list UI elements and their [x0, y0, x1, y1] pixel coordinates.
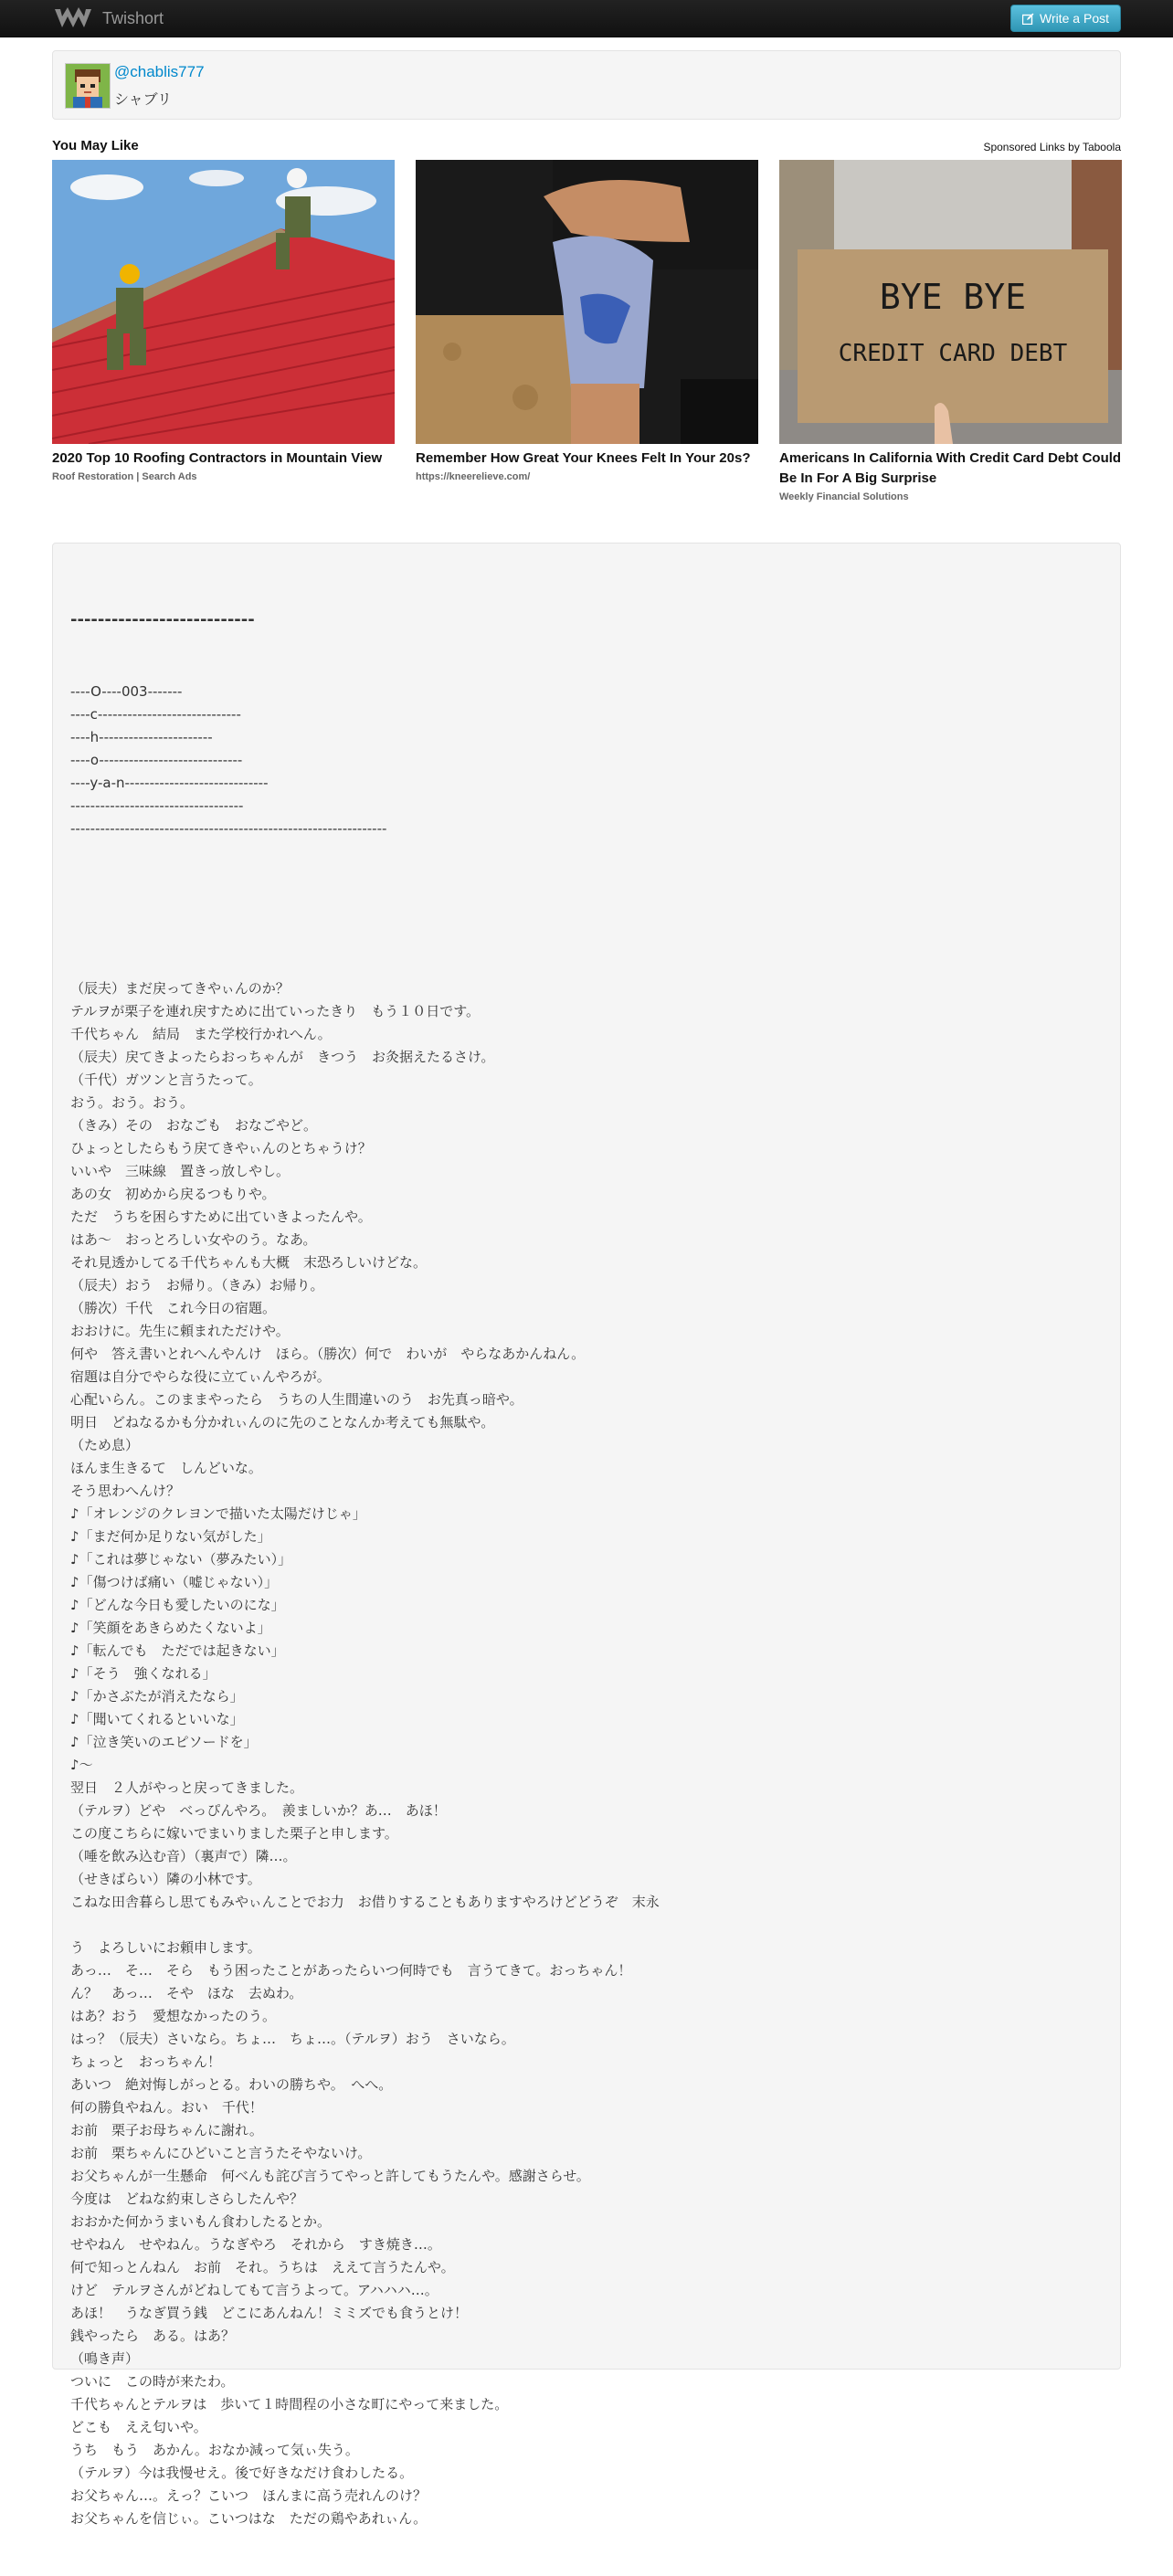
post-line: （辰夫）まだ戻ってきやぃんのか？: [70, 980, 290, 997]
card-title[interactable]: Remember How Great Your Knees Felt In Your 20s?: [416, 450, 751, 466]
avatar[interactable]: [65, 63, 111, 109]
post-line: おおけに。先生に頼まれただけや。: [70, 1323, 290, 1339]
post-line: けど テルヲさんがどねしてもて言うよって。アハハハ…。: [70, 2282, 439, 2298]
svg-text:BYE BYE: BYE BYE: [879, 277, 1027, 317]
post-line: ちょっと おっちゃん！: [70, 2053, 222, 2070]
post-line: ♪「まだ何か足りない気がした」: [70, 1528, 271, 1545]
post-line: う よろしいにお頼申します。: [70, 1939, 261, 1956]
post-line: 今度は どねな約束しさらしたんや？: [70, 2191, 304, 2207]
post-line: （テルヲ）今は我慢せえ。後で好きなだけ食わしたる。: [70, 2465, 414, 2481]
post-line: おう。おう。おう。: [70, 1094, 195, 1111]
post-line: 何や 答え書いとれへんやんけ ほら。（勝次）何で わいが やらなあかんねん。: [70, 1346, 586, 1362]
post-line: ♪「聞いてくれるといいな」: [70, 1711, 244, 1727]
recommendations-title: You May Like: [52, 138, 139, 153]
card-source: https://kneerelieve.com/: [416, 471, 531, 482]
recommendation-card[interactable]: [779, 160, 1122, 502]
post-line: 千代ちゃん 結局 また学校行かれへん。: [70, 1026, 332, 1042]
post-line: ♪「そう 強くなれる」: [70, 1665, 217, 1682]
post-line: ♪「傷つけば痛い（嘘じゃない）」: [70, 1574, 279, 1590]
post-line: テルヲが栗子を連れ戻すために出ていったきり もう１０日です。: [70, 1003, 481, 1019]
user-header: [52, 50, 1121, 120]
post-line: （千代）ガツンと言うたって。: [70, 1072, 262, 1088]
post-line: ん？ あっ… そや ほな 去ぬわ。: [70, 1985, 303, 2001]
post-line: はあ？おう 愛想なかったのう。: [70, 2008, 277, 2024]
post-line: （辰夫）おう お帰り。（きみ）お帰り。: [70, 1277, 324, 1293]
recommendation-cards: [52, 160, 1121, 516]
dialogue-block: [70, 977, 1094, 2530]
card-title[interactable]: Americans In California With Credit Card Debt Could Be In For A Big Surprise: [779, 450, 1122, 486]
post-line: はっ？（辰夫）さいなら。ちょ… ちょ…。（テルヲ）おう さいなら。: [70, 2031, 515, 2047]
roofing-workers-image: [52, 160, 395, 444]
post-line: [70, 1914, 1094, 1937]
post-line: （きみ）その おなごも おなごやど。: [70, 1117, 318, 1134]
recommendation-card[interactable]: [416, 160, 758, 482]
card-source: Roof Restoration | Search Ads: [52, 471, 197, 482]
post-text: [70, 562, 1094, 2576]
post-line: あっ… そ… そら もう困ったことがあったらいつ何時でも 言うてきて。おっちゃん！: [70, 1962, 632, 1979]
recommendation-card[interactable]: [52, 160, 395, 482]
post-line: ----h-----------------------: [70, 729, 213, 745]
post-line: ♪「転んでも ただでは起きない」: [70, 1642, 285, 1659]
post-line: ただ うちを困らすために出ていきよったんや。: [70, 1209, 372, 1225]
post-line: ついに この時が来たわ。: [70, 2373, 235, 2390]
card-source: Weekly Financial Solutions: [779, 491, 909, 502]
post-line: （辰夫）戻てきよったらおっちゃんが きつう お灸据えたるさけ。: [70, 1049, 495, 1065]
post-line: それ見透かしてる千代ちゃんも大概 末恐ろしいけどな。: [70, 1254, 428, 1271]
post-line: お父ちゃんが一生懸命 何べんも詫び言うてやっと許してもうたんや。感謝さらせ。: [70, 2168, 590, 2184]
post-line: （唾を飲み込む音）（裏声で）隣…。: [70, 1848, 297, 1864]
brand[interactable]: [53, 5, 164, 32]
main-container: [52, 50, 1121, 516]
user-handle-link[interactable]: @chablis777: [114, 63, 205, 80]
post-line: （勝次）千代 これ今日の宿題。: [70, 1300, 277, 1316]
post-line: 宿題は自分でやらな役に立てぃんやろが。: [70, 1368, 331, 1385]
post-line: 銭やったら ある。はあ？: [70, 2328, 236, 2344]
post-line: ♪「笑顔をあきらめたくないよ」: [70, 1620, 271, 1636]
post-line: お父ちゃん…。えっ？こいつ ほんまに高う売れんのけ？: [70, 2487, 428, 2504]
post-line: 何で知っとんねん お前 それ。うちは ええて言うたんや。: [70, 2259, 455, 2275]
post-line: ----y-a-n-----------------------------: [70, 775, 269, 791]
recommendations-header: [52, 138, 1121, 156]
edit-icon: [1022, 13, 1034, 25]
post-line: あの女 初めから戻るつもりや。: [70, 1186, 276, 1202]
post-line: （テルヲ）どや べっぴんやろ。 羨ましいか？あ… あほ！: [70, 1802, 447, 1819]
post-line: ♪「かさぶたが消えたなら」: [70, 1688, 244, 1705]
post-line: 千代ちゃんとテルヲは 歩いて１時間程の小さな町にやって来ました。: [70, 2396, 509, 2412]
top-navbar: [0, 0, 1173, 37]
post-line: ♪～: [70, 1757, 93, 1773]
post-line: （せきばらい）隣の小林です。: [70, 1871, 261, 1887]
post-line: ほんま生きるて しんどいな。: [70, 1460, 262, 1476]
post-line: お前 栗子お母ちゃんに謝れ。: [70, 2122, 263, 2138]
twishort-logo-icon: [53, 5, 93, 31]
post-line: お父ちゃんを信じぃ。こいつはな ただの鶏やあれぃん。: [70, 2510, 428, 2527]
knee-brace-image: [416, 160, 758, 444]
post-line: はあ～ おっとろしい女やのう。なあ。: [70, 1231, 317, 1248]
brand-name: Twishort: [102, 8, 164, 27]
post-line: 翌日 ２人がやっと戻ってきました。: [70, 1779, 304, 1796]
post-line: （鳴き声）: [70, 2350, 140, 2367]
credit-card-debt-sign-image: [779, 160, 1122, 444]
write-a-post-button[interactable]: [1010, 5, 1121, 32]
post-line: ♪「これは夢じゃない（夢みたい）」: [70, 1551, 292, 1568]
post-line: ----------------------------------------------------------------: [70, 820, 387, 837]
post-first-line: ---------------------------: [70, 610, 255, 629]
post-line: せやねん せやねん。うなぎやろ それから すき焼き…。: [70, 2236, 441, 2253]
post-line: こねな田舎暮らし思てもみやぃんことでお力 お借りすることもありますやろけどどうぞ 末永: [70, 1894, 660, 1910]
post-line: ----O----003-------: [70, 683, 183, 700]
post-line: お前 栗ちゃんにひどいこと言うたそやないけ。: [70, 2145, 372, 2161]
card-title[interactable]: 2020 Top 10 Roofing Contractors in Mountain View: [52, 450, 383, 466]
post-line: （ため息）: [70, 1437, 140, 1453]
post-line: 心配いらん。このままやったら うちの人生間違いのう お先真っ暗や。: [70, 1391, 523, 1408]
post-line: ひょっとしたらもう戻てきやぃんのとちゃうけ？: [70, 1140, 372, 1156]
user-display-name: シャブリ: [114, 90, 173, 108]
svg-text:CREDIT CARD DEBT: CREDIT CARD DEBT: [838, 340, 1068, 367]
post-line: ♪「泣き笑いのエピソードを」: [70, 1734, 258, 1750]
post-content-box: [52, 543, 1121, 2527]
post-line: ----o-----------------------------: [70, 752, 243, 768]
post-line: 何の勝負やねん。おい 千代！: [70, 2099, 263, 2116]
post-line: いいや 三味線 置きっ放しやし。: [70, 1163, 291, 1179]
post-line: この度こちらに嫁いでまいりました栗子と申します。: [70, 1825, 398, 1842]
post-line: あほ！ うなぎ買う銭 どこにあんねん！ミミズでも食うとけ！: [70, 2305, 469, 2321]
post-line: ♪「オレンジのクレヨンで描いた太陽だけじゃ」: [70, 1505, 366, 1522]
post-line: あいつ 絶対悔しがっとる。わいの勝ちや。 へへ。: [70, 2076, 393, 2093]
post-line: 明日 どねなるかも分かれぃんのに先のことなんか考えても無駄や。: [70, 1414, 495, 1431]
post-line: うち もう あかん。おなか減って気ぃ失う。: [70, 2442, 359, 2458]
post-line: ----c-----------------------------: [70, 706, 241, 723]
post-line: -----------------------------------: [70, 797, 244, 814]
separator-block: [70, 681, 1094, 840]
sponsored-links-label[interactable]: Sponsored Links by Taboola: [983, 141, 1121, 153]
post-line: おおかた何かうまいもん食わしたるとか。: [70, 2213, 332, 2230]
write-a-post-label: Write a Post: [1040, 11, 1109, 26]
post-line: どこも ええ匂いや。: [70, 2419, 207, 2435]
post-line: そう思わへんけ？: [70, 1483, 181, 1499]
post-line: ♪「どんな今日も愛したいのにな」: [70, 1597, 285, 1613]
